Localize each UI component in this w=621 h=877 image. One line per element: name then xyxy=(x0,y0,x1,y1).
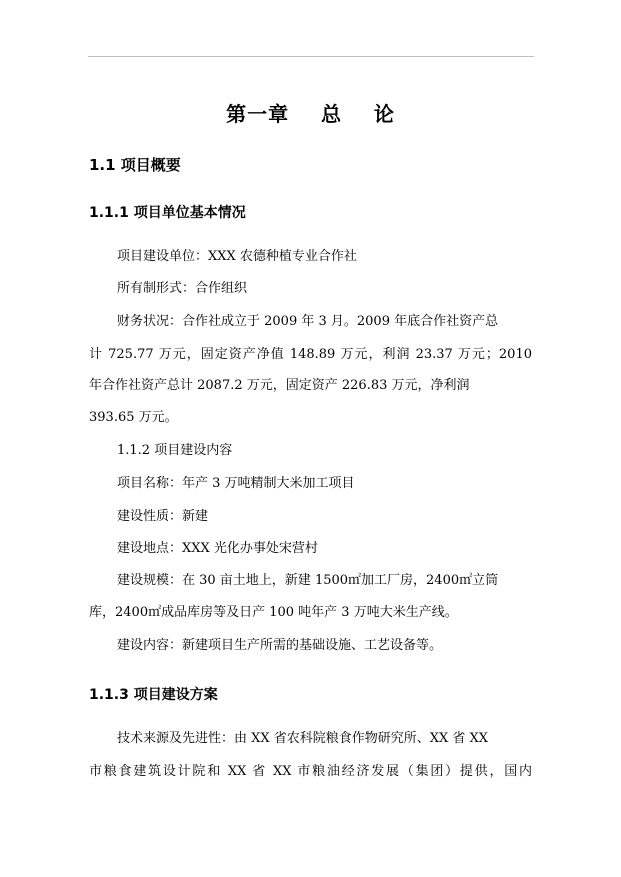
finance-line-1: 财务状况：合作社成立于 2009 年 3 月。2009 年底合作社资产总 xyxy=(117,314,499,329)
location-line: 建设地点：XXX 光化办事处宋营村 xyxy=(117,541,318,556)
scale-line-2: 库，2400㎡成品库房等及日产 100 吨年产 3 万吨大米生产线。 xyxy=(89,605,458,620)
finance-line-3: 年合作社资产总计 2087.2 万元，固定资产 226.83 万元，净利润 xyxy=(89,378,470,393)
finance-line-2: 计 725.77 万元，固定资产净值 148.89 万元，利润 23.37 万元；2010 xyxy=(89,347,532,362)
chapter-title: 第一章 总 论 xyxy=(226,102,395,126)
project-name-line: 项目名称：年产 3 万吨精制大米加工项目 xyxy=(117,476,355,491)
finance-line-4: 393.65 万元。 xyxy=(89,410,178,425)
ownership-line: 所有制形式：合作组织 xyxy=(117,281,248,296)
tech-line-2: 市粮食建筑设计院和 XX 省 XX 市粮油经济发展（集团）提供，国内 xyxy=(89,764,532,779)
header-rule xyxy=(88,56,534,57)
content-line: 建设内容：新建项目生产所需的基础设施、工艺设备等。 xyxy=(117,638,443,653)
section-heading-1-1-3: 1.1.3 项目建设方案 xyxy=(89,687,218,703)
nature-line: 建设性质：新建 xyxy=(117,509,209,524)
scale-line-1: 建设规模：在 30 亩土地上，新建 1500㎡加工厂房，2400㎡立筒 xyxy=(117,573,499,588)
subsection-1-1-2: 1.1.2 项目建设内容 xyxy=(117,443,233,458)
tech-line-1: 技术来源及先进性：由 XX 省农科院粮食作物研究所、XX 省 XX xyxy=(117,731,489,746)
unit-line: 项目建设单位：XXX 农德种植专业合作社 xyxy=(117,249,357,264)
section-heading-1-1: 1.1 项目概要 xyxy=(89,156,181,174)
section-heading-1-1-1: 1.1.1 项目单位基本情况 xyxy=(89,205,246,221)
